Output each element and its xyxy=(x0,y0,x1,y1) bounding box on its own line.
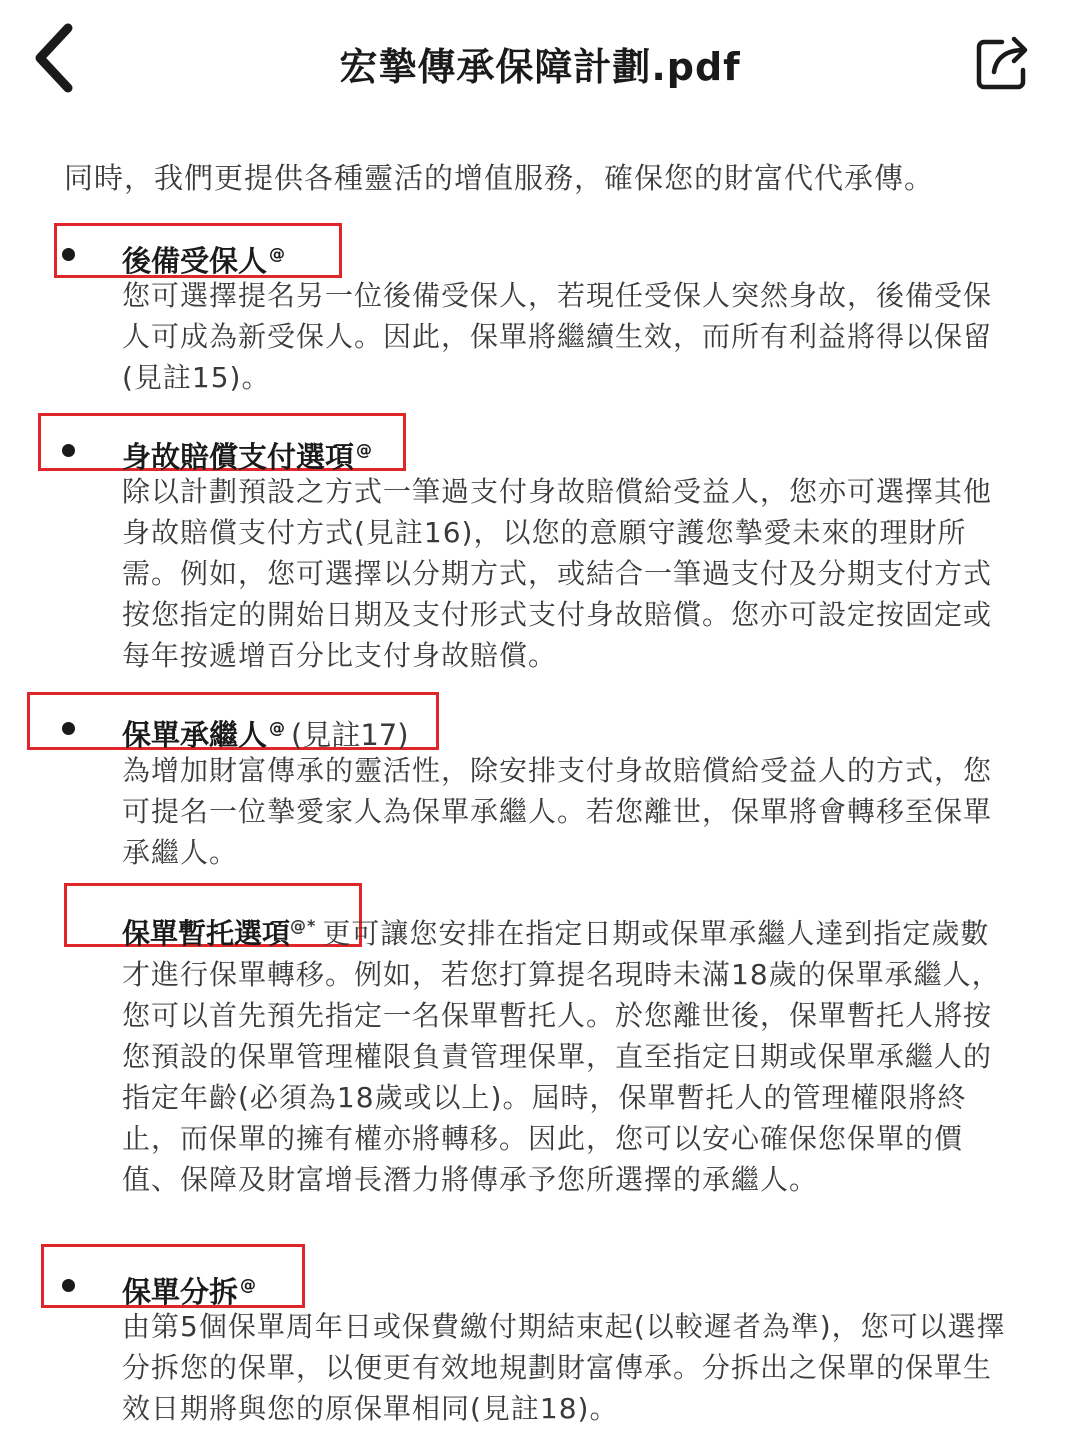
bullet xyxy=(62,248,75,261)
intro-paragraph: 同時，我們更提供各種靈活的增值服務，確保您的財富代代承傳。 xyxy=(64,161,935,195)
heading-text: 後備受保人 xyxy=(122,244,268,278)
body-text: 更可讓您安排在指定日期或保單承繼人達到指定歲數才進行保單轉移。例如，若您打算提名現時未滿18歲的保單承繼人，您可以首先預先指定一名保單暫托人。於您離世後，保單暫托人將按您預設的保單管理權限負責管理保單，直至指定日期或保單承繼人的指定年齡(必須為18歲或以上)。屆時，保單暫托人的管理權限將終止，而保單的擁有權亦將轉移。因此，您可以安心確保您保單的價值、保障及財富增長潛力將傳承予您所選擇的承繼人。 xyxy=(122,917,1001,1196)
section-heading xyxy=(122,234,285,281)
document-title: 宏摯傳承保障計劃.pdf xyxy=(339,45,741,89)
bullet xyxy=(62,444,75,457)
bullet xyxy=(62,1279,75,1292)
section-heading xyxy=(122,1265,256,1312)
back-button[interactable] xyxy=(18,18,88,98)
chevron-left-icon xyxy=(30,22,76,94)
mark: @ xyxy=(269,718,286,737)
top-bar xyxy=(0,0,1080,125)
section-body: 您可選擇提名另一位後備受保人，若現任受保人突然身故，後備受保人可成為新受保人。因此，保單將繼續生效，而所有利益將得以保留(見註15)。 xyxy=(122,279,993,394)
section-body: 由第5個保單周年日或保費繳付期結束起(以較遲者為準)，您可以選擇分拆您的保單，以便更有效地規劃財富傳承。分拆出之保單的保單生效日期將與您的原保單相同(見註18)。 xyxy=(122,1310,1006,1425)
heading-text: 保單分拆 xyxy=(122,1275,239,1309)
section-body: 除以計劃預設之方式一筆過支付身故賠償給受益人，您亦可選擇其他身故賠償支付方式(見註16)，以您的意願守護您摯愛未來的理財所需。例如，您可選擇以分期方式，或結合一筆過支付及分期支付方式按您指定的開始日期及支付形式支付身故賠償。您亦可設定按固定或每年按遞增百分比支付身故賠償。 xyxy=(122,475,993,672)
mark: @ xyxy=(356,440,373,459)
section-heading xyxy=(122,430,372,477)
heading-text: 身故賠償支付選項 xyxy=(122,440,355,474)
share-icon xyxy=(972,32,1032,92)
share-button[interactable] xyxy=(966,26,1038,98)
mark: @ xyxy=(240,1275,257,1294)
mark: @* xyxy=(290,916,317,935)
bullet xyxy=(62,722,75,735)
section-body xyxy=(122,905,1012,1200)
section-body: 為增加財富傳承的靈活性，除安排支付身故賠償給受益人的方式，您可提名一位摯愛家人為保單承繼人。若您離世，保單將會轉移至保單承繼人。 xyxy=(122,754,993,869)
mark: @ xyxy=(269,244,286,263)
heading-text: 保單承繼人 xyxy=(122,718,268,752)
heading-text: 保單暫托選項 xyxy=(122,917,291,950)
section-heading xyxy=(122,708,409,755)
note-reference: (見註17) xyxy=(291,718,409,752)
